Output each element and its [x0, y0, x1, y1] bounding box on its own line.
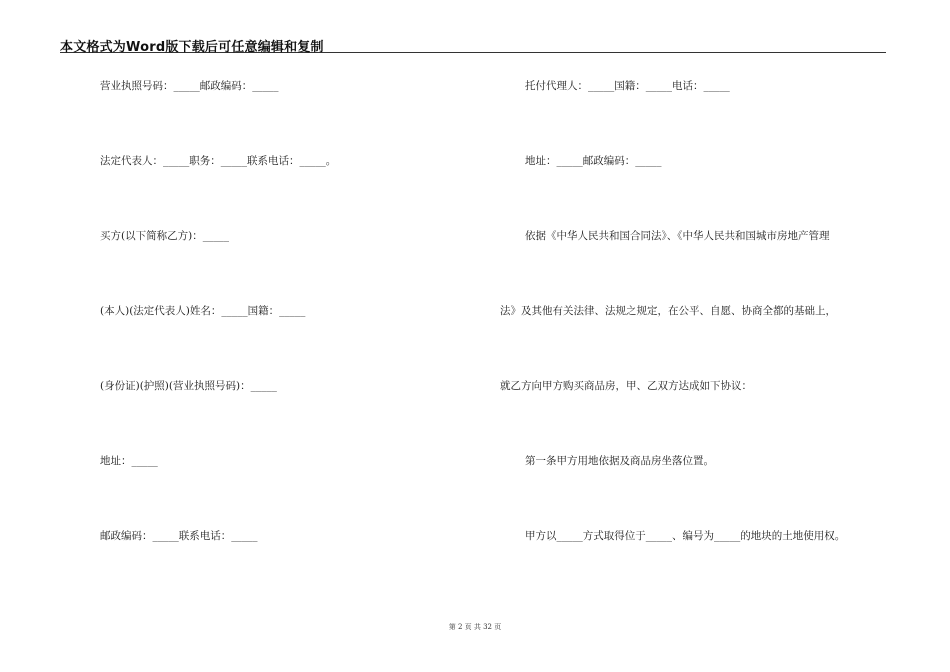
buyer-name-line: (本人)(法定代表人)姓名：_____国籍：_____ [100, 305, 306, 317]
land-use-rights-line: 甲方以_____方式取得位于_____、编号为_____的地块的土地使用权。 [525, 530, 846, 542]
article-one-heading: 第一条甲方用地依据及商品房坐落位置。 [525, 455, 714, 467]
legal-representative-line: 法定代表人：_____职务：_____联系电话：_____。 [100, 155, 337, 167]
business-license-line: 营业执照号码：_____邮政编码：_____ [100, 80, 279, 92]
page-header [60, 34, 886, 53]
buyer-line: 买方(以下简称乙方)：_____ [100, 230, 229, 242]
agent-address-line: 地址：_____邮政编码：_____ [525, 155, 662, 167]
buyer-address-line: 地址：_____ [100, 455, 158, 467]
document-title: 本文格式为Word版下载后可任意编辑和复制 [60, 40, 324, 55]
buyer-id-line: (身份证)(护照)(营业执照号码)：_____ [100, 380, 277, 392]
page-number: 第 2 页 共 32 页 [448, 623, 502, 631]
buyer-postal-phone-line: 邮政编码：_____联系电话：_____ [100, 530, 258, 542]
legal-basis-line-1: 依据《中华人民共和国合同法》、《中华人民共和国城市房地产管理 [525, 230, 830, 242]
agent-line: 托付代理人：_____国籍：_____电话：_____ [525, 80, 730, 92]
legal-basis-line-2: 法》及其他有关法律、法规之规定，在公平、自愿、协商全都的基础上， [500, 305, 836, 317]
agreement-intro-line: 就乙方向甲方购买商品房，甲、乙双方达成如下协议： [500, 380, 752, 392]
